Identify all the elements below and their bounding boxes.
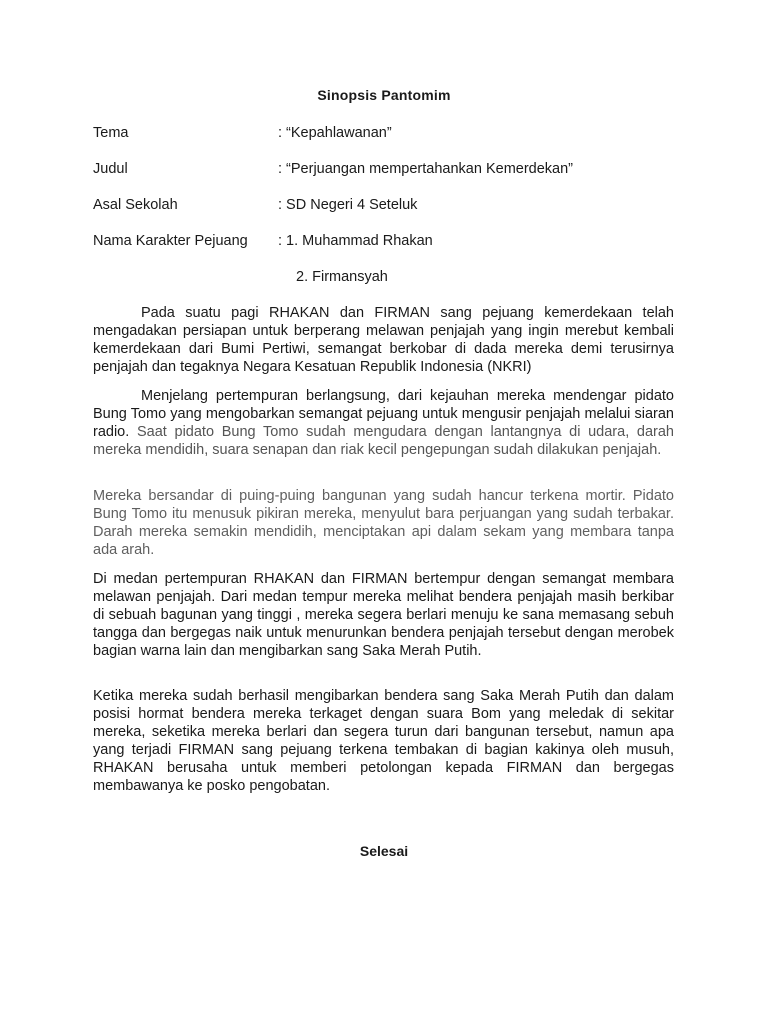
meta-row-tema: [93, 124, 392, 142]
meta-value: : SD Negeri 4 Seteluk: [278, 197, 418, 213]
meta-value: : “Perjuangan mempertahankan Kemerdekan”: [278, 161, 573, 177]
meta-extra-character: 2. Firmansyah: [296, 269, 388, 285]
meta-value: : “Kepahlawanan”: [278, 125, 392, 141]
meta-label: Tema: [93, 125, 129, 141]
paragraph-2: [93, 387, 674, 459]
paragraph-2-continuation: Saat pidato Bung Tomo sudah mengudara dengan lantangnya di udara, darah mereka mendidih, suara senapan dan riak kecil pengepungan sudah dilakukan penjajah.: [93, 424, 674, 458]
meta-value: : 1. Muhammad Rhakan: [278, 233, 433, 249]
paragraph-2-text: Menjelang pertempuran berlangsung, dari kejauhan mereka mendengar pidato Bung Tomo yang mengobarkan semangat pejuang untuk mengusir penjajah melalui siaran radio.: [93, 388, 674, 440]
meta-label: Asal Sekolah: [93, 197, 178, 213]
paragraph-4: Di medan pertempuran RHAKAN dan FIRMAN bertempur dengan semangat membara melawan penjajah. Dari medan tempur mereka melihat bendera penjajah masih berkibar di sebuah bagunan yang tinggi , mereka segera berlari menuju ke sana memasang sebuh tangga dan bergegas naik untuk menurunkan bendera penjajah tersebut dengan merobek bagian warna lain dan mengibarkan sang Saka Merah Putih.: [93, 571, 674, 659]
document-title: Sinopsis Pantomim: [317, 87, 451, 103]
meta-label: Nama Karakter Pejuang: [93, 233, 248, 249]
closing-text: Selesai: [359, 843, 409, 859]
meta-row-nama-karakter: [93, 232, 433, 250]
meta-row-judul: [93, 160, 573, 178]
paragraph-1: Pada suatu pagi RHAKAN dan FIRMAN sang pejuang kemerdekaan telah mengadakan persiapan untuk berperang melawan penjajah yang ingin merebut kembali kemerdekaan dari Bumi Pertiwi, semangat berkobar di dada mereka demi terusirnya penjajah dan tegaknya Negara Kesatuan Republik Indonesia (NKRI): [93, 305, 674, 375]
meta-row-asal-sekolah: [93, 196, 417, 214]
paragraph-3: Mereka bersandar di puing-puing bangunan yang sudah hancur terkena mortir. Pidato Bung Tomo itu menusuk pikiran mereka, menyulut bara perjuangan yang sudah terbakar. Darah mereka semakin mendidih, menciptakan api dalam sekam yang membara tanpa ada arah.: [93, 488, 674, 558]
meta-label: Judul: [93, 161, 128, 177]
paragraph-5: Ketika mereka sudah berhasil mengibarkan bendera sang Saka Merah Putih dan dalam posisi hormat bendera mereka terkaget dengan suara Bom yang meledak di sekitar mereka, seketika mereka berlari dan segera turun dari bangunan tersebut, namun apa yang terjadi FIRMAN sang pejuang terkena tembakan di bagian kakinya oleh musuh, RHAKAN berusaha untuk memberi petolongan kepada FIRMAN dan bergegas membawanya ke posko pengobatan.: [93, 688, 674, 794]
